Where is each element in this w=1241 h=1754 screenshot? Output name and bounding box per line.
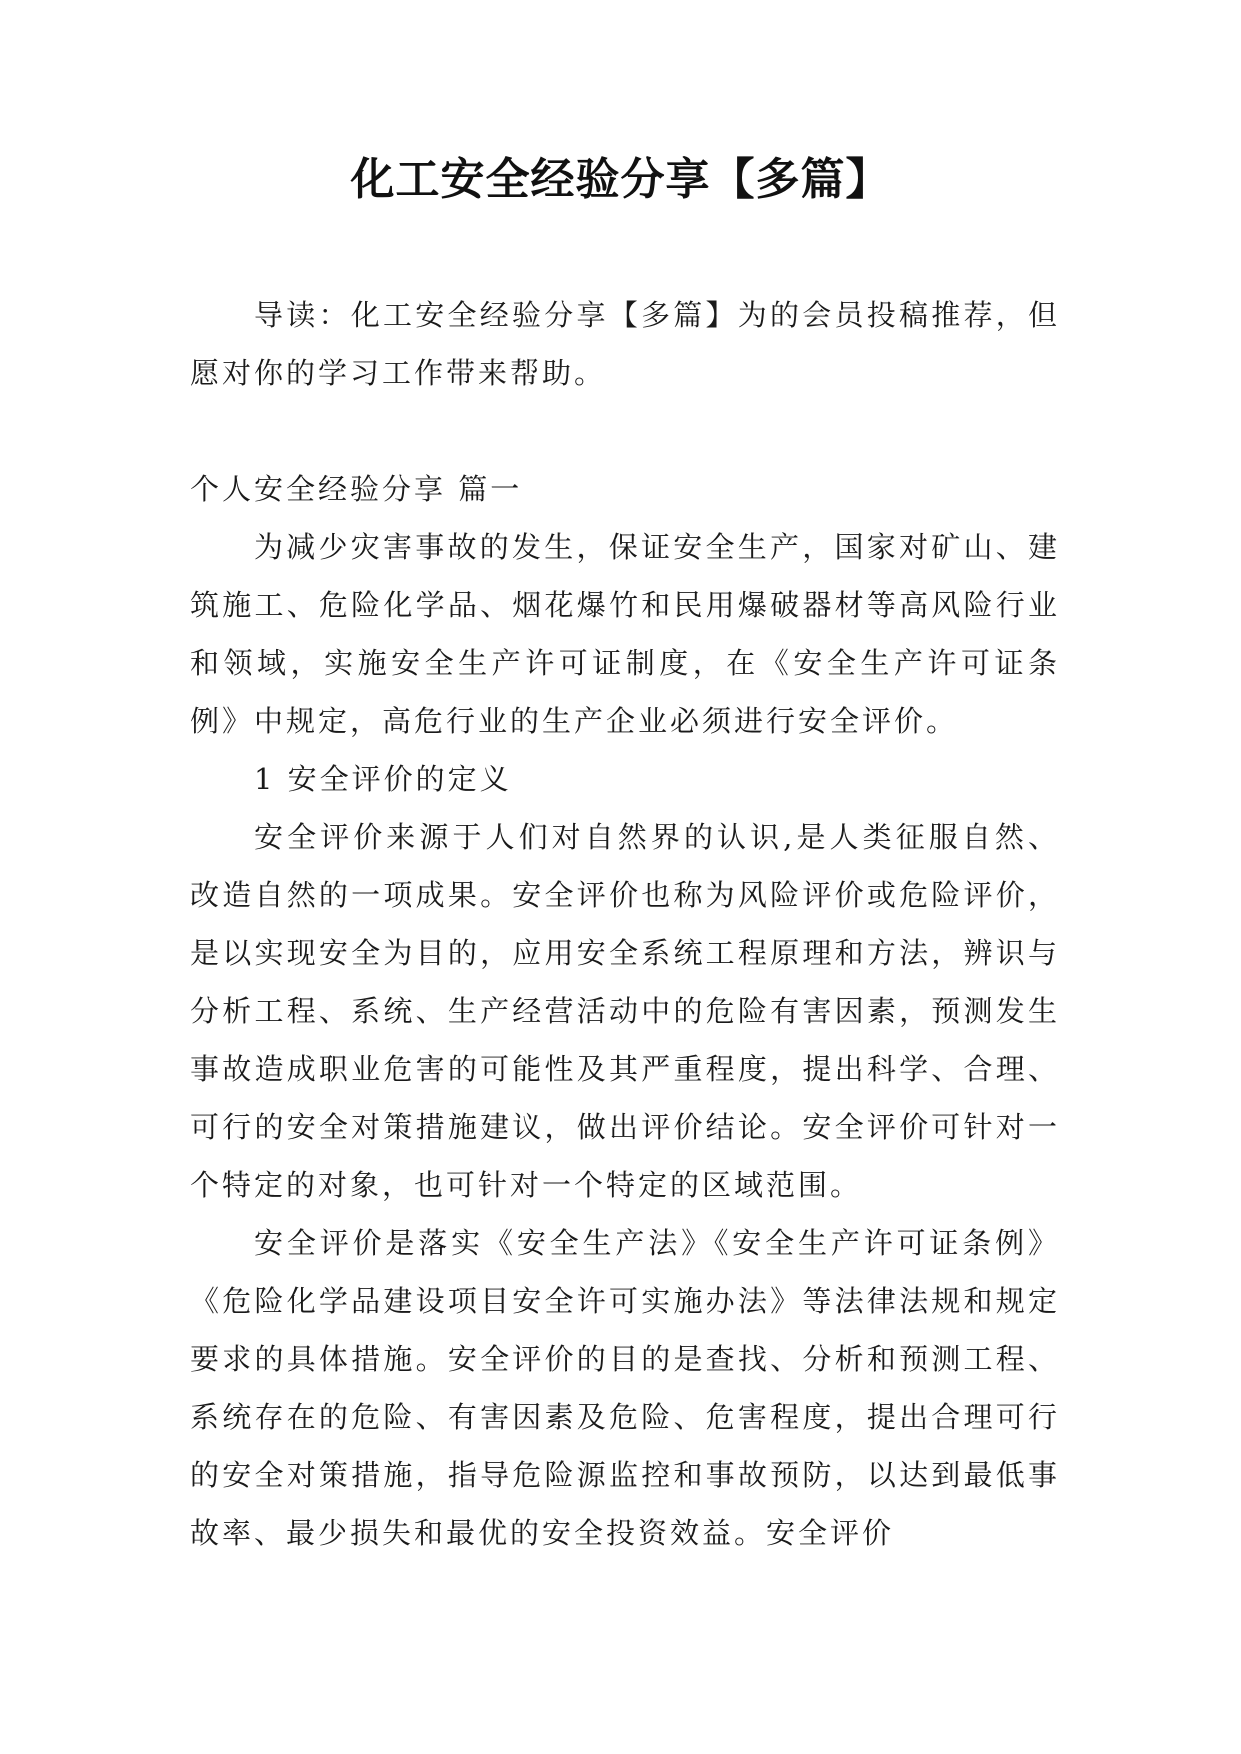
intro-paragraph: 导读：化工安全经验分享【多篇】为的会员投稿推荐，但愿对你的学习工作带来帮助。 (190, 298, 1060, 390)
document-body (190, 286, 1060, 1562)
body-paragraph: 安全评价是落实《安全生产法》《安全生产许可证条例》《危险化学品建设项目安全许可实施办法》等法律法规和规定要求的具体措施。安全评价的目的是查找、分析和预测工程、系统存在的危险、有害因素及危险、危害程度，提出合理可行的安全对策措施，指导危险源监控和事故预防，以达到最低事故率、最少损失和最优的安全投资效益。安全评价 (190, 1226, 1060, 1550)
body-paragraph: 为减少灾害事故的发生，保证安全生产，国家对矿山、建筑施工、危险化学品、烟花爆竹和民用爆破器材等高风险行业和领域，实施安全生产许可证制度，在《安全生产许可证条例》中规定，高危行业的生产企业必须进行安全评价。 (190, 530, 1060, 738)
subsection-heading: 1 安全评价的定义 (254, 762, 512, 796)
body-paragraph: 安全评价来源于人们对自然界的认识,是人类征服自然、改造自然的一项成果。安全评价也称为风险评价或危险评价，是以实现安全为目的，应用安全系统工程原理和方法，辨识与分析工程、系统、生产经营活动中的危险有害因素，预测发生事故造成职业危害的可能性及其严重程度，提出科学、合理、可行的安全对策措施建议，做出评价结论。安全评价可针对一个特定的对象，也可针对一个特定的区域范围。 (190, 820, 1060, 1202)
document-title: 化工安全经验分享【多篇】 (350, 154, 891, 205)
section-heading: 个人安全经验分享 篇一 (190, 472, 523, 506)
spacer (190, 402, 1060, 460)
